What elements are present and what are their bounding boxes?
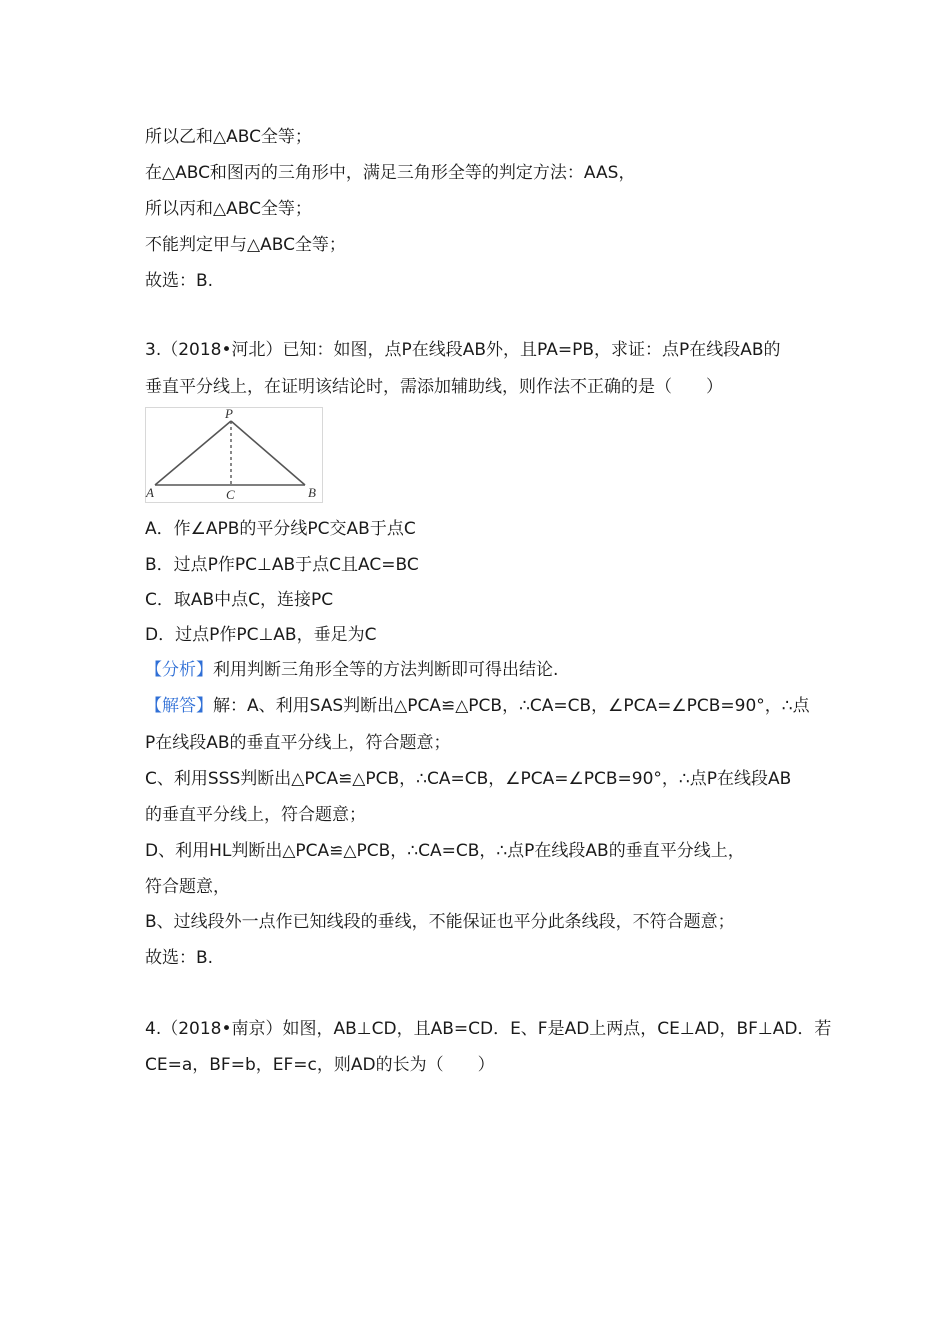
q3-stem-line-1: 3.（2018•河北）已知：如图，点P在线段AB外，且PA=PB，求证：点P在线段AB的 (145, 340, 781, 360)
analysis-text: 利用判断三角形全等的方法判断即可得出结论. (213, 660, 559, 680)
q3-answer-line-7: B、过线段外一点作已知线段的垂线，不能保证也平分此条线段，不符合题意； (145, 912, 735, 932)
analysis-label: 【分析】 (145, 660, 213, 680)
q3-option-b: B．过点P作PC⊥AB于点C且AC=BC (145, 555, 419, 575)
answer-label: 【解答】 (145, 696, 213, 716)
q3-answer-line-6: 符合题意， (145, 877, 230, 897)
q3-answer-line-2: P在线段AB的垂直平分线上，符合题意； (145, 733, 451, 753)
prev-solution-line-1: 所以乙和△ABC全等； (145, 127, 312, 147)
q3-answer-line-4: 的垂直平分线上，符合题意； (145, 805, 366, 825)
q3-option-c: C．取AB中点C，连接PC (145, 590, 334, 610)
q4-stem-line-2: CE=a，BF=b，EF=c，则AD的长为（ ） (145, 1055, 495, 1075)
q3-answer-line-8: 故选：B. (145, 948, 214, 968)
prev-solution-line-4: 不能判定甲与△ABC全等； (145, 235, 346, 255)
answer-first-line: 解：A、利用SAS判断出△PCA≌△PCB，∴CA=CB，∠PCA=∠PCB=90°，∴点 (213, 696, 810, 716)
q3-analysis (145, 658, 558, 682)
label-b: B (308, 485, 316, 500)
label-c: C (226, 487, 235, 502)
label-a: A (146, 485, 154, 500)
q3-stem-line-2: 垂直平分线上，在证明该结论时，需添加辅助线，则作法不正确的是（ ） (145, 377, 723, 397)
triangle-figure (145, 407, 323, 503)
prev-solution-line-3: 所以丙和△ABC全等； (145, 199, 312, 219)
q3-answer-line-3: C、利用SSS判断出△PCA≌△PCB，∴CA=CB，∠PCA=∠PCB=90°，∴点P在线段AB (145, 769, 792, 789)
q3-option-d: D．过点P作PC⊥AB，垂足为C (145, 625, 377, 645)
q3-option-a: A．作∠APB的平分线PC交AB于点C (145, 519, 416, 539)
q4-stem-line-1: 4.（2018•南京）如图，AB⊥CD，且AB=CD．E、F是AD上两点，CE⊥AD，BF⊥AD．若 (145, 1019, 832, 1039)
q3-answer (145, 694, 810, 718)
q3-answer-line-5: D、利用HL判断出△PCA≌△PCB，∴CA=CB，∴点P在线段AB的垂直平分线上， (145, 841, 745, 861)
prev-solution-line-2: 在△ABC和图丙的三角形中，满足三角形全等的判定方法：AAS， (145, 163, 636, 183)
prev-solution-line-5: 故选：B. (145, 271, 214, 291)
label-p: P (225, 407, 233, 421)
